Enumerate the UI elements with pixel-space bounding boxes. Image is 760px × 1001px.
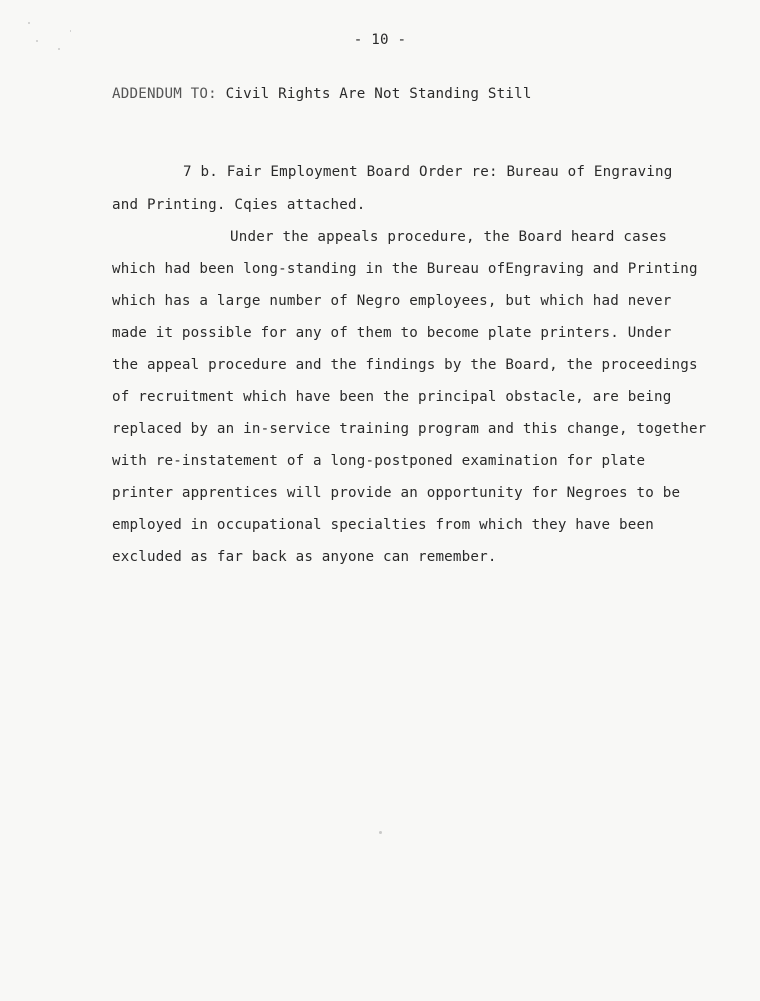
body-line: Under the appeals procedure, the Board heard cases: [230, 229, 668, 245]
scan-speck: [58, 48, 60, 50]
body-line: employed in occupational specialties from which they have been: [112, 517, 654, 533]
body-line: the appeal procedure and the findings by the Board, the proceedings: [112, 357, 698, 373]
addendum-heading: [112, 86, 532, 102]
addendum-title: Civil Rights Are Not Standing Still: [225, 86, 532, 102]
body-line: and Printing. Cqies attached.: [112, 197, 366, 213]
body-line: printer apprentices will provide an opportunity for Negroes to be: [112, 485, 681, 501]
body-line: of recruitment which have been the principal obstacle, are being: [112, 389, 672, 405]
scan-speck: [28, 22, 30, 24]
body-line: replaced by an in-service training program and this change, together: [112, 421, 707, 437]
body-line: which had been long-standing in the Bureau ofEngraving and Printing: [112, 261, 698, 277]
body-line: excluded as far back as anyone can remember.: [112, 549, 497, 565]
scan-speck: [379, 831, 382, 834]
body-line: with re-instatement of a long-postponed examination for plate: [112, 453, 646, 469]
body-line: which has a large number of Negro employees, but which had never: [112, 293, 672, 309]
body-line: made it possible for any of them to become plate printers. Under: [112, 325, 672, 341]
addendum-label: ADDENDUM TO:: [112, 86, 217, 102]
page-number: - 10 -: [353, 32, 407, 48]
body-line: 7 b. Fair Employment Board Order re: Bureau of Engraving: [183, 164, 673, 180]
